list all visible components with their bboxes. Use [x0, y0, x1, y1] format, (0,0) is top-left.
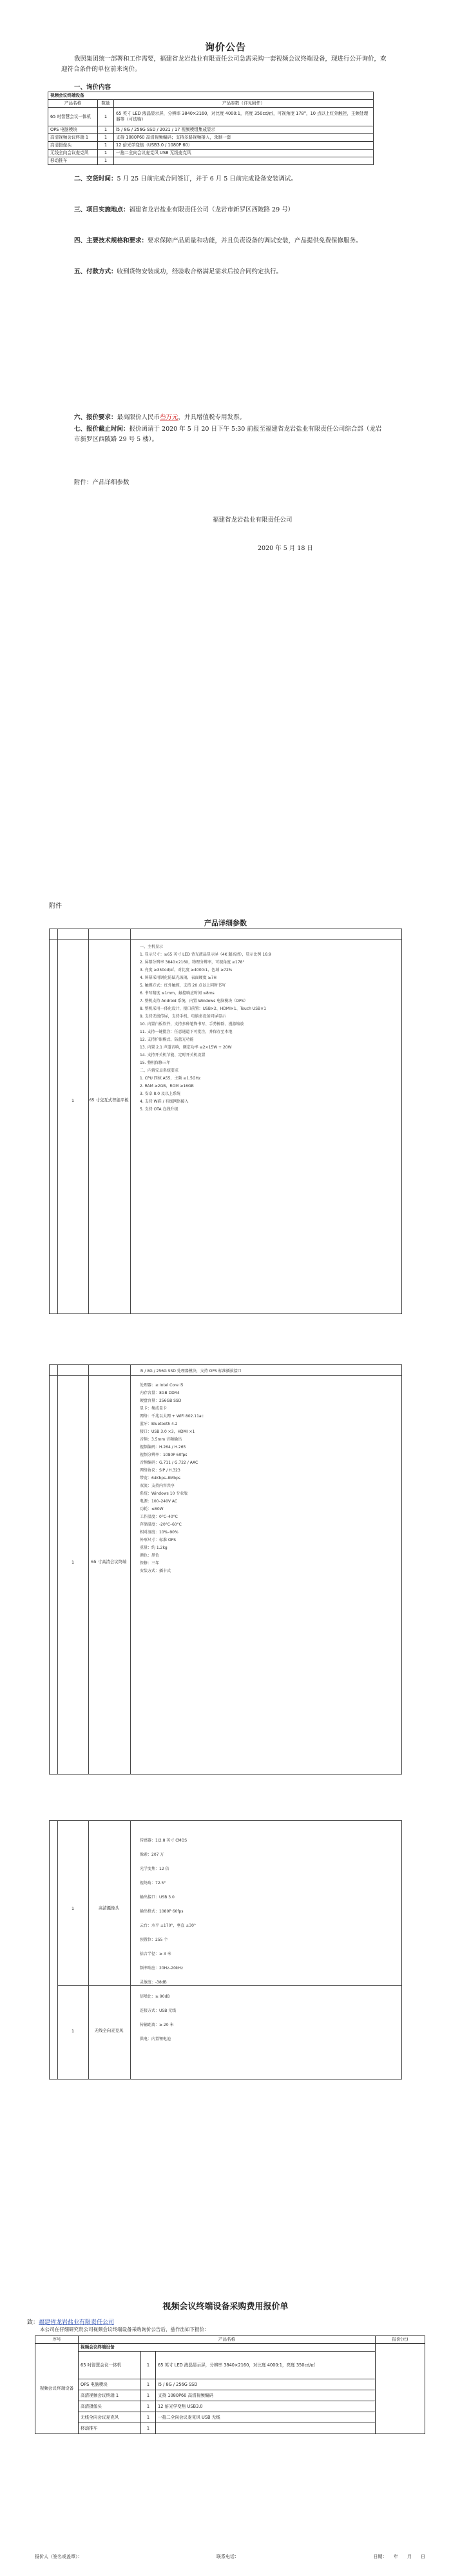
section-2: 二、交货时间：5 月 25 日前完成合同签订，并于 6 月 5 日前完成设备安装调试。	[74, 175, 297, 182]
spec-block-1	[49, 929, 402, 1314]
table-row: 65 吋智慧会议一体机 1 65 英寸 LED 液晶显示屏，分辨率 3840×2160，对比度 4000:1，亮度 350cd/㎡	[35, 2352, 425, 2379]
quote-intro: 本公司在仔细研究贵公司视频会议终端设备采购询价公告后，兹作出如下报价：	[40, 2326, 209, 2332]
notice-intro: 我照集团统一部署和工作需要，福建省龙岩盐业有限责任公司急需采购一套视频会议终端设备，现进行公开询价，欢迎符合条件的单位前来询价。	[61, 55, 387, 73]
spec-item-name: 高清摄像头	[99, 1905, 119, 1911]
table-header: 视频会议终端设备	[48, 92, 374, 100]
notice-title: 询价公告	[204, 41, 246, 53]
table-row: 高清摄像头 1 12 倍光学变焦（USB3.0 / 1080P 60）	[48, 142, 374, 150]
quote-title: 视频会议终端设备采购费用报价单	[162, 2302, 289, 2312]
table-row: 移动推车 1	[35, 2423, 425, 2434]
spec-item-name: 65 寸交互式智能平板	[89, 1097, 129, 1103]
spec-lines-2: i5 / 8G / 256G SSD 处理器模块，支持 OPS 标准插拔接口 处理器：≥ Intel Core i5 内存容量：8GB DDR4 硬盘容量：256GB SSD 显卡：集成显卡 网络：千兆以太网 + WiFi 802.11ac 蓝牙：Bluetooth 4.2 接口：USB 3.0 ×3，HDMI ×1 音频：3.5mm 音频输出 视频编码：H.264 / H.265 视频分辨率：1080P 60fps 音频编码：G.711 / G.722 / AAC 网络协议：SIP / H.323 带宽：64Kbps–8Mbps 双流：支持内容共享 系统：Windows 10 专业版 电源：100–240V AC 功耗：≤60W 工作温度：0°C–40°C 存储温度：-20°C–60°C 相对湿度：10%–90% 外形尺寸：标准 OPS 重量：约 1.2kg 颜色：黑色 保修：三年 安装方式：插卡式	[140, 1369, 242, 1573]
quote-col-index: 序号	[35, 2336, 79, 2344]
attachment-label: 附件	[49, 903, 62, 910]
spec-item-name: 65 寸高清会议终端	[91, 1559, 127, 1564]
section-4: 四、主要技术规格和要求：要求保障产品质量和功能，并且负责设备的调试安装，产品提供免费保修服务。	[74, 237, 362, 244]
table-row: 65 吋智慧会议一体机 1 65 英寸 LED 液晶显示屏，分辨率 3840×2160，对比度 4000:1，亮度 350cd/㎡，可视角度 178°，10 点以上红外触控，主频处理器等（可选购）	[48, 108, 374, 126]
signature-field[interactable]: 报价人（签名或盖章）：	[35, 2554, 82, 2559]
section-1-label: 一、询价内容	[74, 84, 111, 91]
spec-item-qty: 1	[71, 2029, 75, 2034]
table-row: 无线全向会议麦克风 1 一拖二全向会议麦克风 USB 无线	[35, 2412, 425, 2423]
quote-group-header: 视频会议终端设备	[79, 2344, 376, 2352]
section-6: 六、报价要求：最高限价人民币叁万元，并具增值税专用发票。	[74, 414, 246, 421]
spec-block-2	[49, 1364, 402, 1775]
table-row: 高清摄像头 1 12 倍光学变焦 USB3.0	[35, 2401, 425, 2412]
quote-buyer: 致：福建省龙岩盐业有限责任公司	[27, 2319, 115, 2326]
inquiry-table	[48, 92, 374, 165]
spec-item-qty: 1	[71, 1906, 75, 1911]
spec-lines-3: 传感器：1/2.8 英寸 CMOS 像素：207 万 光学变焦：12 倍 视场角：72.5° 输出接口：USB 3.0 输出格式：1080P 60fps 云台：水平 ±170°，垂直 ±30° 预置位：255 个 拾音半径：≥ 3 米 频率响应：20Hz–20kHz 灵敏度：-38dB 信噪比：≥ 90dB 连接方式：USB 无线 传输距离：≥ 20 米 供电：内置锂电池	[140, 1838, 196, 2041]
notice-date: 2020 年 5 月 18 日	[258, 545, 313, 552]
table-row: 高清视频会议终端 1 1 支持 1080P60 高清视频编码	[35, 2390, 425, 2401]
spec-lines-1: 一、主机显示 1. 显示尺寸：≥65 英寸 LED 背光液晶显示屏（4K 超高清），显示比例 16:9 2. 屏幕分辨率 3840×2160，物理分辨率，可视角度 ≥178° 3. 亮度 ≥350cd/㎡，对比度 ≥4000:1，色域 ≥72% 4. 屏幕采用钢化防眩光玻璃，表面硬度 ≥7H 5. 触摸方式：红外触控，支持 20 点以上同时书写 6. 书写精度 ≤1mm，触控响应时间 ≤8ms 7. 整机支持 Android 系统，内置 Windows 电脑模块（OPS） 8. 整机采用一体化设计，接口前置：USB×2、HDMI×1、Touch USB×1 9. 支持无线传屏，支持手机、电脑多设备同屏显示 10. 内置白板软件，支持多种笔锋书写、手势擦除、漫游缩放 11. 支持一键批注：任意通道下可批注，并保存至本地 12. 支持护眼模式、防蓝光功能 13. 内置 2.1 声道音响，额定功率 ≥2×15W + 20W 14. 支持开关机节能、定时开关机设置 15. 整机保修三年 二、内置安卓系统要求 1. CPU 四核 A55，主频 ≥1.5GHz 2. RAM ≥2GB，ROM ≥16GB 3. 安卓 8.0 及以上系统 4. 支持 WiFi / 有线网络接入 5. 支持 OTA 在线升级	[140, 945, 271, 1112]
price-limit-amount: 叁万元	[160, 414, 178, 421]
price-cell[interactable]	[376, 2344, 425, 2434]
spec-item-qty: 1	[71, 1098, 75, 1103]
col-name: 产品名称	[48, 100, 98, 108]
table-row: OPS 电脑模块 1 i5 / 8G / 256G SSD	[35, 2379, 425, 2390]
spec-block-3	[49, 1820, 402, 2079]
table-row: 高清视频会议终端 1 1 支持 1080P60 高清视频编码；支持多路视频接入，录制一套	[48, 134, 374, 142]
section-3: 三、项目实施地点：福建省龙岩盐业有限责任公司（龙岩市新罗区西陂路 29 号）	[74, 206, 294, 213]
table-row: 移动推车 1	[48, 157, 374, 165]
table-row: OPS 电脑模块 1 i5 / 8G / 256G SSD / 2021 / 17 视频模组集成显示	[48, 126, 374, 134]
date-field[interactable]: 日期： 年 月 日	[373, 2554, 425, 2559]
section-5: 五、付款方式：收到货物安装成功，经验收合格满足需求后按合同约定执行。	[74, 268, 283, 275]
col-qty: 数量	[98, 100, 114, 108]
attachment-note: 附件：产品详细参数	[74, 479, 130, 486]
notice-page	[0, 0, 451, 645]
spec-title: 产品详细参数	[204, 919, 247, 927]
quote-table	[35, 2335, 425, 2434]
spec-item-name: 无线全向麦克风	[94, 2028, 124, 2033]
quote-col-price: 报价(元)	[376, 2336, 425, 2344]
quote-footer	[35, 2553, 425, 2560]
section-7: 七、报价截止时间：报价函请于 2020 年 5 月 20 日下午 5:30 前报至福建省龙岩盐业有限责任公司综合部（龙岩市新罗区西陂路 29 号 5 楼）。	[74, 426, 382, 443]
phone-field[interactable]: 联系电话：	[216, 2554, 239, 2559]
table-row: 无线全向会议麦克风 1 一拖二全向会议麦克风 USB 无线麦克风	[48, 150, 374, 157]
col-spec: 产品参数（详见附件）	[114, 100, 374, 108]
quote-col-name: 产品名称	[79, 2336, 376, 2344]
spec-item-qty: 1	[71, 1560, 75, 1565]
quote-group-name: 视频会议终端设备	[35, 2344, 79, 2434]
signer: 福建省龙岩盐业有限责任公司	[213, 516, 293, 524]
